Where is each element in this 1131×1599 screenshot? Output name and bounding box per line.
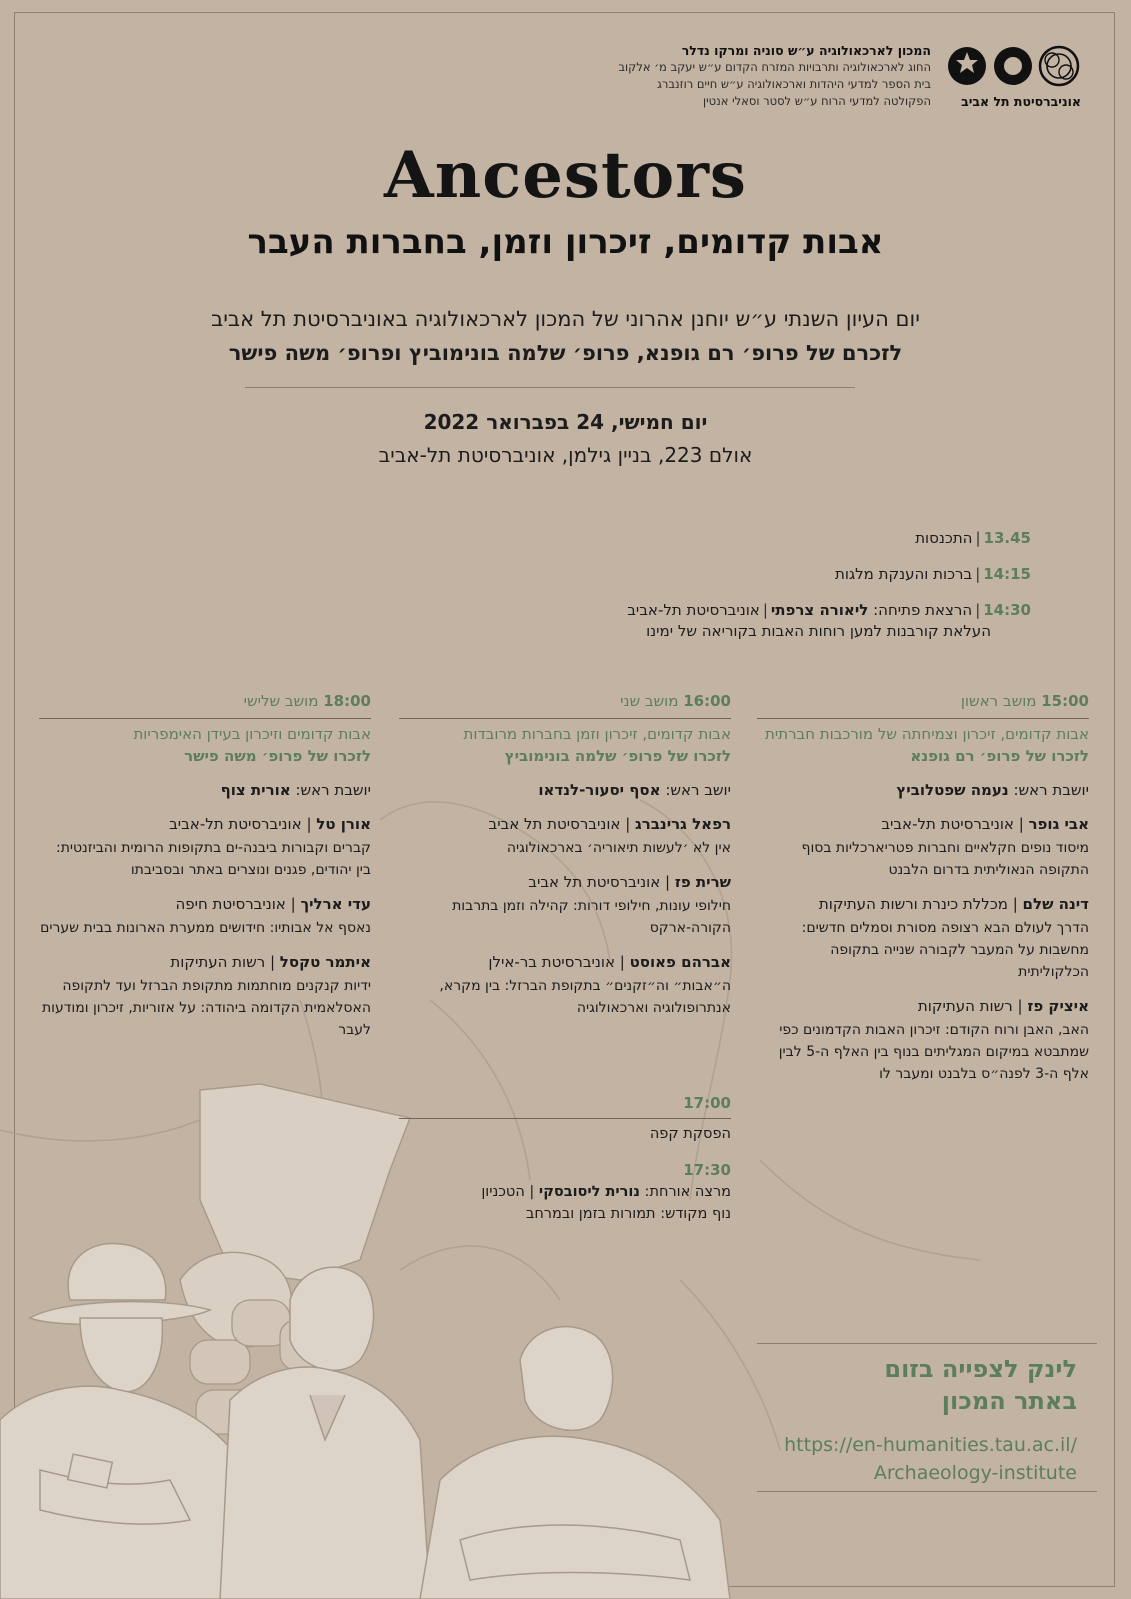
talk: שרית פז | אוניברסיטת תל אביב חילופי עונות, חילופי דורות: קהילה וזמן בתרבות הקורה-ארקס — [399, 869, 731, 939]
talk-title: מיסוד נופים חקלאיים וחברות פטריארכליות בסוף התקופה הנאוליתית בדרום הלבנט — [801, 840, 1089, 878]
agenda-item — [131, 562, 1031, 598]
subtitle-line-1: יום העיון השנתי ע״ש יוחנן אהרוני של המכון לארכאולוגיה באוניברסיטת תל אביב — [211, 307, 920, 331]
talk-title: האב, האבן ורוח הקודם: זיכרון האבות הקדמונים כפי שמתבטא במיקום המגליתים בנוף בין האלף ה-5 לבין אלף ה-3 לפנה״ס בלבנט ומעבר לו — [778, 1022, 1089, 1082]
keynote-title: נוף מקודש: תמורות בזמן ובמרחב — [525, 1206, 731, 1222]
speaker-affiliation: רשות העתיקות — [170, 953, 266, 971]
subtitle-memorial: לזכרם של פרופ׳ רם גופנא, פרופ׳ שלמה בונימוביץ ופרופ׳ משה פישר — [228, 341, 903, 365]
keynote-speaker-line: מרצה אורחת: נורית ליסובסקי | הטכניון — [481, 1184, 731, 1200]
zoom-title-line-2: באתר המכון — [941, 1387, 1077, 1415]
chair-prefix: יושבת ראש: — [290, 781, 371, 799]
talk-title: ידיות קנקנים מוחתמות מתקופת הברזל ועד לתקופה האסלאמית הקדומה ביהודה: על אזוריות, זיכרון ומודעות לעבר — [41, 978, 371, 1038]
speaker-affiliation: אוניברסיטת תל אביב — [528, 873, 661, 891]
speaker-affiliation: אוניברסיטת תל-אביב — [881, 815, 1014, 833]
faculty-name: הפקולטה למדעי הרוח ע״ש לסטר וסאלי אנטין — [702, 94, 931, 108]
zoom-url-link[interactable] — [757, 1431, 1077, 1487]
talk: איתמר טקסל | רשות העתיקות ידיות קנקנים מוחתמות מתקופת הברזל ועד לתקופה האסלאמית הקדומה ביהודה: על אזוריות, זיכרון ומודעות לעבר — [39, 949, 371, 1041]
session-1 — [757, 690, 1089, 1095]
talk-title: הדרך לעולם הבא רצופה מסורת וסמלים חדשים: מחשבות על המעבר לקבורה שנייה בתקופה הכלקוליתית — [801, 920, 1089, 980]
session-theme: אבות קדומים, זיכרון וצמיחתה של מורכבות חברתית — [765, 725, 1089, 743]
session-header — [757, 690, 1089, 719]
session-2 — [399, 690, 731, 1029]
agenda-talk-title: העלאת קורבנות למען רוחות האבות בקוריאה של ימינו — [646, 622, 991, 640]
agenda-speaker: ליאורה צרפתי — [770, 601, 869, 619]
university-logo — [943, 44, 1081, 114]
speaker-name: רפאל גרינברג — [635, 815, 731, 833]
talk: דינה שלם | מכללת כינרת ורשות העתיקות הדרך לעולם הבא רצופה מסורת וסמלים חדשים: מחשבות על המעבר לקבורה שנייה בתקופה הכלקוליתית — [757, 891, 1089, 983]
separator: | — [975, 529, 981, 547]
break-and-keynote — [399, 1092, 731, 1225]
institute-block — [371, 42, 931, 110]
agenda-text: ברכות והענקת מלגות — [835, 565, 973, 583]
speaker-affiliation: מכללת כינרת ורשות העתיקות — [818, 895, 1008, 913]
separator: | — [762, 601, 768, 619]
event-venue: אולם 223, בניין גילמן, אוניברסיטת תל-אביב — [378, 443, 753, 467]
institute-name: המכון לארכאולוגיה ע״ש סוניה ומרקו נדלר — [681, 43, 931, 58]
coffee-break-time: 17:00 — [399, 1092, 731, 1119]
agenda-time: 14:15 — [983, 565, 1031, 583]
chair-prefix: יושב ראש: — [660, 781, 731, 799]
speaker-name: אבי גופר — [1028, 815, 1089, 833]
session-label: מושב ראשון — [960, 692, 1037, 710]
chair-name: אסף יסעור-לנדאו — [538, 781, 661, 799]
speaker-affiliation: אוניברסיטת תל-אביב — [169, 815, 302, 833]
agenda-item — [131, 526, 1031, 562]
keynote-prefix: מרצה אורחת: — [639, 1184, 731, 1200]
keynote-time: 17:30 — [683, 1161, 731, 1179]
speaker-affiliation: אוניברסיטת בר-אילן — [488, 953, 616, 971]
session-time: 18:00 — [323, 692, 371, 710]
talk: איציק פז | רשות העתיקות האב, האבן ורוח הקודם: זיכרון האבות הקדמונים כפי שמתבטא במיקום המגליתים בנוף בין האלף ה-5 לבין אלף ה-3 לפנה״ס בלבנט ומעבר לו — [757, 993, 1089, 1085]
chair-name: נעמה שפטלוביץ — [896, 781, 1009, 799]
session-theme: אבות קדומים וזיכרון בעידן האימפריות — [133, 725, 371, 743]
title-hebrew: אבות קדומים, זיכרון וזמן, בחברות העבר — [247, 222, 884, 262]
talk: רפאל גרינברג | אוניברסיטת תל אביב אין לא ׳לעשות תיאוריה׳ בארכאולוגיה — [399, 811, 731, 859]
talk: אורן טל | אוניברסיטת תל-אביב קברים וקבורות ביבנה-ים בתקופות הרומית והביזנטית: בין יהודים, פגנים ונוצרים באתר ובסביבתו — [39, 811, 371, 881]
session-time: 15:00 — [1041, 692, 1089, 710]
zoom-url-line-1[interactable]: https://en-humanities.tau.ac.il/ — [784, 1434, 1077, 1456]
session-3 — [39, 690, 371, 1051]
speaker-name: דינה שלם — [1022, 895, 1089, 913]
agenda-prefix: הרצאת פתיחה: — [868, 601, 973, 619]
speaker-name: איתמר טקסל — [279, 953, 371, 971]
speaker-affiliation: אוניברסיטת חיפה — [175, 895, 286, 913]
agenda-time: 14:30 — [983, 601, 1031, 619]
session-time: 16:00 — [683, 692, 731, 710]
chair-name: אורית צוף — [220, 781, 291, 799]
session-label: מושב שלישי — [243, 692, 319, 710]
talk: אבי גופר | אוניברסיטת תל-אביב מיסוד נופים חקלאיים וחברות פטריארכליות בסוף התקופה הנאוליתית בדרום הלבנט — [757, 811, 1089, 881]
talk-title: קברים וקבורות ביבנה-ים בתקופות הרומית והביזנטית: בין יהודים, פגנים ונוצרים באתר ובסביבתו — [56, 840, 371, 878]
session-dedication: לזכרו של פרופ׳ שלמה בונימוביץ — [504, 747, 731, 765]
divider — [757, 1343, 1097, 1344]
talk-title: נאסף אל אבותיו: חידושים ממערת הארונות בבית שערים — [40, 920, 371, 936]
tau-logo-icon — [943, 44, 1081, 92]
speaker-name: אברהם פאוסט — [629, 953, 731, 971]
keynote-affiliation: הטכניון — [481, 1184, 525, 1200]
title-english: Ancestors — [384, 138, 747, 213]
speaker-name: עדי ארליך — [300, 895, 371, 913]
session-label: מושב שני — [620, 692, 679, 710]
chair-prefix: יושבת ראש: — [1008, 781, 1089, 799]
school-name: בית הספר למדעי היהדות וארכאולוגיה ע״ש חיים רוזנברג — [657, 77, 931, 91]
agenda-text: התכנסות — [915, 529, 973, 547]
coffee-break-label: הפסקת קפה — [649, 1126, 731, 1142]
zoom-title-line-1: לינק לצפייה בזום — [884, 1355, 1077, 1383]
talk-title: אין לא ׳לעשות תיאוריה׳ בארכאולוגיה — [506, 840, 731, 856]
divider — [245, 387, 855, 388]
separator: | — [975, 565, 981, 583]
speaker-name: איציק פז — [1027, 997, 1089, 1015]
zoom-url-line-2[interactable]: Archaeology-institute — [873, 1462, 1077, 1484]
session-header — [39, 690, 371, 719]
university-name: אוניברסיטת תל אביב — [961, 94, 1081, 109]
talk: עדי ארליך | אוניברסיטת חיפה נאסף אל אבותיו: חידושים ממערת הארונות בבית שערים — [39, 891, 371, 939]
zoom-link-block — [757, 1353, 1097, 1487]
talk-title: חילופי עונות, חילופי דורות: קהילה וזמן בתרבות הקורה-ארקס — [452, 898, 731, 936]
agenda-affiliation: אוניברסיטת תל-אביב — [627, 601, 760, 619]
speaker-name: שרית פז — [674, 873, 731, 891]
agenda-time: 13.45 — [983, 529, 1031, 547]
talk-title: ה״אבות״ וה״זקנים״ בתקופת הברזל: בין מקרא, אנתרופולוגיה וארכאולוגיה — [439, 978, 731, 1016]
speaker-affiliation: רשות העתיקות — [917, 997, 1013, 1015]
speaker-affiliation: אוניברסיטת תל אביב — [488, 815, 621, 833]
divider — [757, 1491, 1097, 1492]
subtitle — [0, 302, 1131, 370]
session-chair — [39, 779, 371, 801]
session-dedication: לזכרו של פרופ׳ משה פישר — [184, 747, 371, 765]
session-header — [399, 690, 731, 719]
session-theme: אבות קדומים, זיכרון וזמן בחברות מרובדות — [463, 725, 731, 743]
event-date: יום חמישי, 24 בפברואר 2022 — [423, 410, 708, 434]
opening-agenda — [131, 526, 1031, 640]
talk: אברהם פאוסט | אוניברסיטת בר-אילן ה״אבות״ וה״זקנים״ בתקופת הברזל: בין מקרא, אנתרופולוגיה וארכאולוגיה — [399, 949, 731, 1019]
session-chair — [757, 779, 1089, 801]
speaker-name: אורן טל — [316, 815, 371, 833]
session-dedication: לזכרו של פרופ׳ רם גופנא — [910, 747, 1089, 765]
department-name: החוג לארכאולוגיה ותרבויות המזרח הקדום ע״ש יעקב מ׳ אלקוב — [618, 60, 931, 74]
separator: | — [975, 601, 981, 619]
keynote-speaker: נורית ליסובסקי — [538, 1184, 640, 1200]
session-chair — [399, 779, 731, 801]
